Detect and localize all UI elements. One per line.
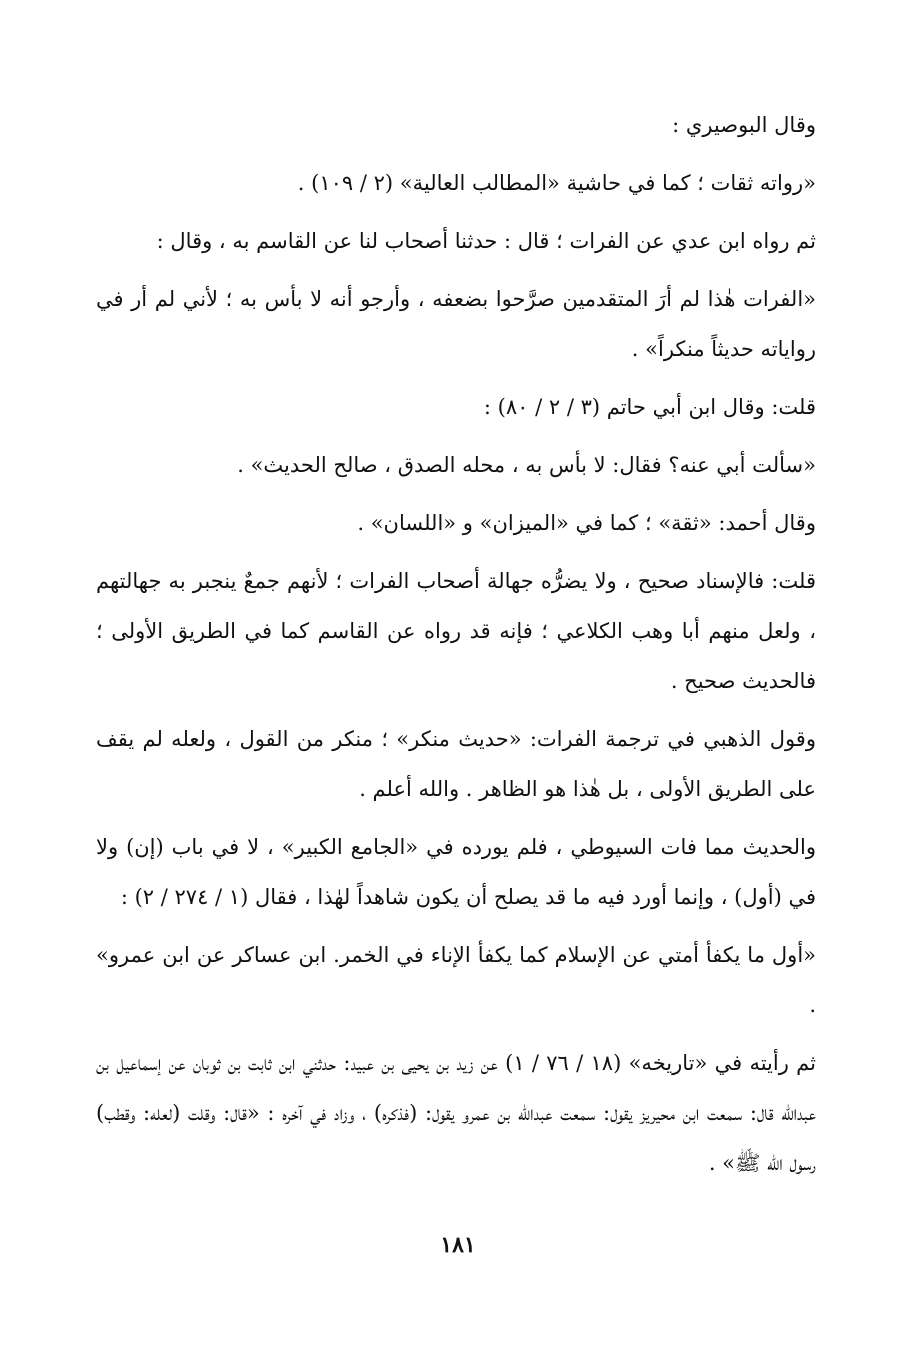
paragraph: «سألت أبي عنه؟ فقال: لا بأس به ، محله الصدق ، صالح الحديث» .	[237, 453, 816, 477]
paragraph: وقال أحمد: «ثقة» ؛ كما في «الميزان» و «اللسان» .	[357, 511, 816, 535]
body-text	[96, 100, 816, 1196]
paragraph: ثم رواه ابن عدي عن الفرات ؛ قال : حدثنا أصحاب لنا عن القاسم به ، وقال :	[156, 229, 816, 253]
page-number: ١٨١	[440, 1232, 476, 1258]
paragraph: «الفرات هٰذا لم أرَ المتقدمين صرَّحوا بضعفه ، وأرجو أنه لا بأس به ؛ لأني لم أر في رواياته حديثاً منكراً» .	[96, 287, 816, 361]
paragraph: «رواته ثقات ؛ كما في حاشية «المطالب العالية» (٢ / ١٠٩) .	[297, 171, 816, 195]
paragraph: قلت: فالإسناد صحيح ، ولا يضرُّه جهالة أصحاب الفرات ؛ لأنهم جمعٌ ينجبر به جهالتهم ، ولعل منهم أبا وهب الكلاعي ؛ فإنه قد رواه عن القاسم كما في الطريق الأولى ؛ فالحديث صحيح .	[96, 569, 816, 693]
paragraph: «أول ما يكفأ أمتي عن الإسلام كما يكفأ الإناء في الخمر. ابن عساكر عن ابن عمرو» .	[96, 943, 816, 1017]
paragraph: والحديث مما فات السيوطي ، فلم يورده في «الجامع الكبير» ، لا في باب (إن) ولا في (أول) ، وإنما أورد فيه ما قد يصلح أن يكون شاهداً لهٰذا ، فقال (١ / ٢٧٤ / ٢) :	[96, 835, 816, 909]
paragraph: وقول الذهبي في ترجمة الفرات: «حديث منكر» ؛ منكر من القول ، ولعله لم يقف على الطريق الأولى ، بل هٰذا هو الظاهر . والله أعلم .	[96, 727, 816, 801]
paragraph: وقال البوصيري :	[672, 113, 816, 137]
paragraph: قلت: وقال ابن أبي حاتم (٣ / ٢ / ٨٠) :	[483, 395, 816, 419]
paragraph: ثم رأيته في «تاريخه» (١٨ / ٧٦ / ١) عن زيد بن يحيى بن عبيد: حدثني ابن ثابت بن ثوبان عن إسماعيل بن عبدالله قال: سمعت ابن محيريز يقول: سمعت عبدالله بن عمرو يقول: (فذكره) ، وزاد في آخره : «قال: وقلت (لعله: وقطب) رسول الله ﷺ» .	[96, 1051, 817, 1175]
